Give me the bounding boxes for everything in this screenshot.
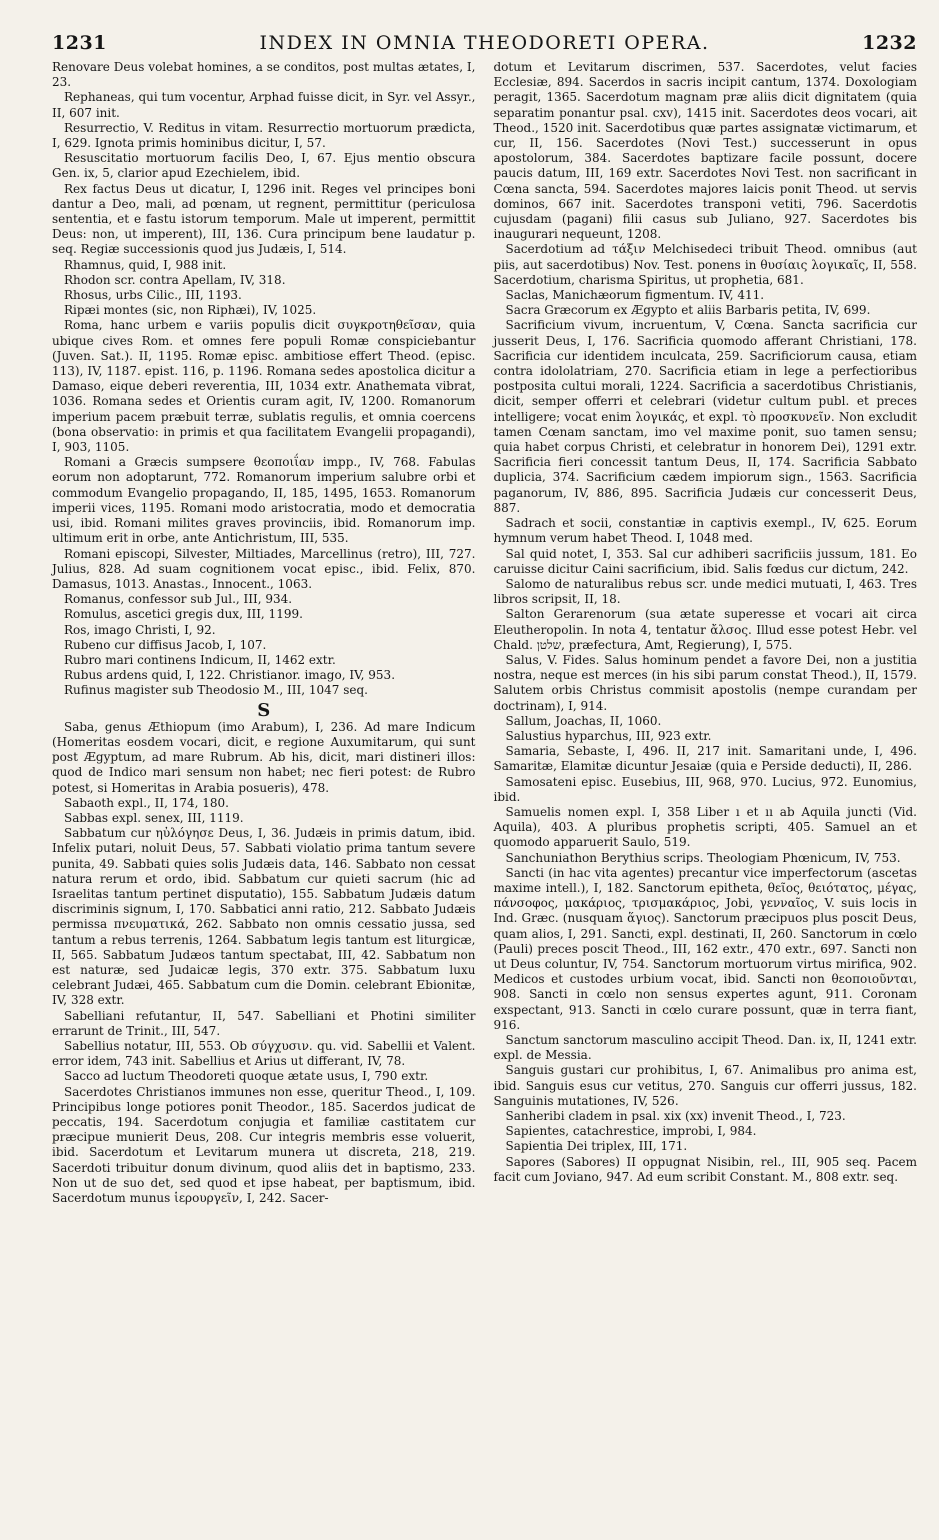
index-entry: Saba, genus Æthiopum (imo Arabum), I, 236. Ad mare Indicum (Homeritas eosdem vocari, dicit, e regione Auxumitarum, qui sunt post Ægyptum, ad mare Rubrum. Ab his, dicit, mari distineri illos: quod de Indico mari sensum non habet; nec fieri potest: de Rubro potest, si Homeritas in Arabia posueris), 478. <box>52 719 476 795</box>
index-entry: Rubeno cur diffisus Jacob, I, 107. <box>64 637 267 652</box>
index-entry: Rufinus magister sub Theodosio M., III, 1047 seq. <box>64 683 368 698</box>
index-entry: Sapientia Dei triplex, III, 171. <box>505 1139 688 1154</box>
index-entry: Romulus, ascetici gregis dux, III, 1199. <box>64 607 303 622</box>
index-entry: Sacerdotium ad τάξιν Melchisedeci tribuit Theod. omnibus (aut piis, aut sacerdotibus) Nov. Test. ponens in θυσίαις λογικαῖς, II, 558. Sacerdotium, charisma Spiritus, ut prophetia, 681. <box>493 242 917 287</box>
index-entry: Sanheribi cladem in psal. xix (xx) invenit Theod., I, 723. <box>505 1109 846 1124</box>
index-entry: Sacerdotes Christianos immunes non esse, queritur Theod., I, 109. Principibus longe potiores ponit Theodor., 185. Sacerdos judicat de peccatis, 194. Sacerdotum conjugia et familiæ castitatem cur præcipue munierit Deus, 208. Cur integris membris esse voluerit, ibid. Sacerdotum et Levitarum munera ut discreta, 218, 219. Sacerdoti tribuitur donum divinum, quod aliis det in baptismo, 233. Non ut de suo det, sed quod et ipse habeat, per baptismum, ibid. Sacerdotum munus ἱερουργεῖν, I, 242. Sacer- <box>52 1084 476 1206</box>
section-letter: S <box>257 699 271 721</box>
index-entry: Rubus ardens quid, I, 122. Christianor. imago, IV, 953. <box>64 668 396 683</box>
index-entry: Ripæi montes (sic, non Riphæi), IV, 1025. <box>64 303 317 318</box>
index-entry: Sabbas expl. senex, III, 1119. <box>64 810 244 825</box>
index-entry: Saclas, Manichæorum figmentum. IV, 411. <box>505 288 765 303</box>
index-entry: Resuscitatio mortuorum facilis Deo, I, 67. Ejus mentio obscura Gen. ix, 5, clarior apud Ezechielem, ibid. <box>52 151 476 181</box>
page-header <box>52 32 917 54</box>
left-column <box>52 60 476 1206</box>
index-entry: Ros, imago Christi, I, 92. <box>64 622 216 637</box>
index-entry: Romani a Græcis sumpsere θεοποιΐαν impp., IV, 768. Fabulas eorum non adoptarunt, 772. Romanorum imperium salubre orbi et commodum Evangelio propagando, II, 185, 1495, 1653. Romanorum imperii vices, 1195. Romani modo aristocratia, modo et democratia usi, ibid. Romani milites graves provinciis, ibid. Romanorum imp. ultimum erit in orbe, ante Antichristum, III, 535. <box>52 455 476 546</box>
index-entry: Rhosus, urbs Cilic., III, 1193. <box>64 288 242 303</box>
index-entry: Romanus, confessor sub Jul., III, 934. <box>64 592 293 607</box>
index-entry: Sabelliani refutantur, II, 547. Sabelliani et Photini similiter errarunt de Trinit., III, 547. <box>52 1008 476 1038</box>
index-entry: Sanctum sanctorum masculino accipit Theod. Dan. ix, II, 1241 extr. expl. de Messia. <box>493 1033 917 1063</box>
index-entry: Sacra Græcorum ex Ægypto et aliis Barbaris petita, IV, 699. <box>505 303 871 318</box>
index-entry: Sabaoth expl., II, 174, 180. <box>64 795 229 810</box>
index-entry: Sabbatum cur ηὐλόγησε Deus, I, 36. Judæis in primis datum, ibid. Infelix putari, noluit Deus, 57. Sabbati violatio prima tantum severe punita, 49. Sabbati quies solis Judæis data, 146. Sabbato non cessat natura rerum et ordo, ibid. Sabbatum cur quieti sacrum (hic ad Israelitas tantum pertinet disputatio), 155. Sabbatum Judæis datum discriminis signum, I, 170. Sabbatici anni ratio, 212. Sabbato Judæis permissa πνευματικά, 262. Sabbato non omnis cessatio jussa, sed tantum a rebus terrenis, 1264. Sabbatum legis tantum est liturgicæ, II, 565. Sabbatum Judæos tantum spectabat, III, 42. Sabbatum non est naturæ, sed Judaicæ legis, 370 extr. 375. Sabbatum luxu celebrant Judæi, 465. Sabbatum cum die Domin. celebrant Ebionitæ, IV, 328 extr. <box>52 826 476 1008</box>
index-entry: Sallum, Joachas, II, 1060. <box>505 713 662 728</box>
index-entry: Sapores (Sabores) II oppugnat Nisibin, rel., III, 905 seq. Pacem facit cum Joviano, 947. Ad eum scribit Constant. M., 808 extr. seq. <box>493 1154 917 1184</box>
index-entry: Roma, hanc urbem e variis populis dicit συγκροτηθεῖσαν, quia ubique cives Rom. et omnes fere populi Romæ conspiciebantur (Juven. Sat.). II, 1195. Romæ episc. ambitiose effert Theod. (episc. 113), IV, 1187. epist. 116, p. 1196. Romana sedes apostolica dicitur a Damaso, eique deberi reverentia, III, 1034 extr. Anathemata vibrat, 1036. Romana sedes et Orientis curam agit, IV, 1200. Romanorum imperium pacem præbuit terræ, sublatis regulis, et omnia coercens (bona observatio: in primis et qua facilitatem Evangelii propagandi), I, 903, 1105. <box>52 318 476 455</box>
index-entry: Sabellius notatur, III, 553. Ob σύγχυσιν. qu. vid. Sabellii et Valent. error idem, 743 init. Sabellius et Arius ut differant, IV, 78. <box>52 1039 476 1069</box>
index-entry: Rhamnus, quid, I, 988 init. <box>64 257 227 272</box>
index-entry: Sacco ad luctum Theodoreti quoque ætate usus, I, 790 extr. <box>64 1069 429 1084</box>
index-entry: Salomo de naturalibus rebus scr. unde medici mutuati, I, 463. Tres libros scripsit, II, 18. <box>493 576 917 607</box>
index-entry: Samosateni episc. Eusebius, III, 968, 970. Lucius, 972. Eunomius, ibid. <box>493 774 917 804</box>
index-entry: Romani episcopi, Silvester, Miltiades, Marcellinus (retro), III, 727. Julius, 828. Ad suam cognitionem vocat episc., ibid. Felix, 870. Damasus, 1013. Anastas., Innocent., 1063. <box>52 546 476 591</box>
index-entry: Salus, V. Fides. Salus hominum pendet a favore Dei, non a justitia nostra, neque est merces (in his sibi parum constat Theod.), II, 1579. Salutem orbis Christus commisit apostolis (nempe curandam per doctrinam), I, 914. <box>493 652 917 713</box>
index-entry: Sanguis gustari cur prohibitus, I, 67. Animalibus pro anima est, ibid. Sanguis esus cur vetitus, 270. Sanguis cur offerri jussus, 182. Sanguinis mutationes, IV, 526. <box>493 1063 917 1108</box>
index-entry: Rephaneas, qui tum vocentur, Arphad fuisse dicit, in Syr. vel Assyr., II, 607 init. <box>52 90 476 120</box>
page-number-left: 1231 <box>52 32 107 54</box>
index-entry: Samaria, Sebaste, I, 496. II, 217 init. Samaritani unde, I, 496. Samaritæ, Elamitæ dicuntur Jesaiæ (quia e Perside deducti), II, 286. <box>493 744 917 774</box>
index-entry: Sal quid notet, I, 353. Sal cur adhiberi sacrificiis jussum, 181. Eo caruisse dicitur Caini sacrificium, ibid. Salis fœdus cur dictum, 242. <box>493 546 917 576</box>
index-entry: Sanchuniathon Berythius scrips. Theologiam Phœnicum, IV, 753. <box>505 850 901 865</box>
index-entry: Sacrificium vivum, incruentum, V, Cœna. Sancta sacrificia cur jusserit Deus, I, 176. Sacrificia quomodo afferant Christiani, 178. Sacrificia cur identidem inculcata, 259. Sacrificiorum causa, etiam contra idololatriam, 270. Sacrificia etiam in lege a perfectioribus postposita cultui morali, 1224. Sacrificia a sacerdotibus Christianis, dicit, semper offerri et celebrari (videtur cultum publ. et preces intelligere; vocat enim λογικάς, et expl. τὸ προσκυνεῖν. Non excludit tamen Cœnam sanctam, imo vel maxime ponit, suo tamen sensu; quia habet corpus Christi, et celebratur in honorem Dei), 1291 extr. Sacrificia fieri concessit tantum Deus, II, 174. Sacrificia Sabbato duplicia, 374. Sacrificium cædem impiorum sign., 1563. Sacrificia paganorum, IV, 886, 895. Sacrificia Judæis cur concesserit Deus, 887. <box>493 318 917 515</box>
index-entry-continued: dotum et Levitarum discrimen, 537. Sacerdotes, velut facies Ecclesiæ, 894. Sacerdos in sacris incipit cantum, 1374. Doxologiam peragit, 1365. Sacerdotum magnam præ aliis dicit dignitatem (quia separatim ponantur psal. cxv), 1415 init. Sacerdotes deos vocari, ait Theod., 1520 init. Sacerdotibus quæ partes assignatæ victimarum, et cur, II, 156. Sacerdotes (Novi Test.) successerunt in opus apostolorum, 384. Sacerdotes baptizare facile possunt, docere paucis datum, III, 169 extr. Sacerdotes Novi Test. non sacrificant in Cœna sancta, 594. Sacerdotes majores laicis ponit Theod. ut servis dominos, 667 init. Sacerdotes transponi vetiti, 796. Sacerdotis cujusdam (pagani) filii casus sub Juliano, 927. Sacerdotes bis inaugurari nequeunt, 1208. <box>493 60 917 242</box>
index-entry: Renovare Deus volebat homines, a se conditos, post multas ætates, I, 23. <box>52 60 476 90</box>
index-entry: Sancti (in hac vita agentes) precantur vice imperfectorum (ascetas maxime intell.), I, 182. Sanctorum epitheta, θεῖος, θειότατος, μέγας, πάνσοφος, μακάριος, τρισμακάριος, Jobi, γενναῖος, V. suis locis in Ind. Græc. (nusquam ἅγιος). Sanctorum præcipuos plus poscit Deus, quam alios, I, 291. Sancti, expl. destinati, II, 260. Sanctorum in cœlo (Pauli) preces poscit Theod., III, 162 extr., 470 extr., 697. Sancti non ut Deus coluntur, IV, 754. Sanctorum mortuorum virtus mirifica, 902. Medicos et custodes urbium vocat, ibid. Sancti non θεοποιοῦνται, 908. Sancti in cœlo non sensus expertes agunt, 911. Coronam exspectant, 913. Sancti in cœlo curare possunt, quæ in terra fiant, 916. <box>493 865 917 1032</box>
index-entry: Salustius hyparchus, III, 923 extr. <box>505 728 712 743</box>
right-column <box>494 60 918 1206</box>
index-entry: Samuelis nomen expl. I, 358 Liber ı et ıı ab Aquila juncti (Vid. Aquila), 403. A pluribus prophetis scripti, 405. Samuel an et quomodo apparuerit Saulo, 519. <box>493 804 917 850</box>
index-columns <box>52 60 917 1206</box>
index-entry: Resurrectio, V. Reditus in vitam. Resurrectio mortuorum prædicta, I, 629. Ignota primis hominibus dicitur, I, 57. <box>52 120 476 151</box>
index-entry: Sapientes, catachrestice, improbi, I, 984. <box>505 1124 757 1139</box>
index-entry: Rubro mari continens Indicum, II, 1462 extr. <box>64 652 336 667</box>
index-entry: Rhodon scr. contra Apellam, IV, 318. <box>64 272 286 287</box>
running-title: INDEX IN OMNIA THEODORETI OPERA. <box>259 32 710 54</box>
index-entry: Rex factus Deus ut dicatur, I, 1296 init. Reges vel principes boni dantur a Deo, mali, ad pœnam, ut regnent, permittitur (periculosa sententia, et e fastu istorum temporum. Male ut imperent, permittit Deus: non, ut imperent), III, 136. Cura principum bene laudatur p. seq. Regiæ successionis quod jus Judæis, I, 514. <box>52 181 476 257</box>
index-entry: Salton Gerarenorum (sua ætate superesse et vocari ait circa Eleutheropolin. In nota 4, tentatur ἄλσος. Illud esse potest Hebr. vel Chald. שלטן, præfectura, Amt, Regierung), I, 575. <box>493 607 917 652</box>
index-entry: Sadrach et socii, constantiæ in captivis exempl., IV, 625. Eorum hymnum verum habet Theod. I, 1048 med. <box>493 516 917 546</box>
page-number-right: 1232 <box>862 32 917 54</box>
